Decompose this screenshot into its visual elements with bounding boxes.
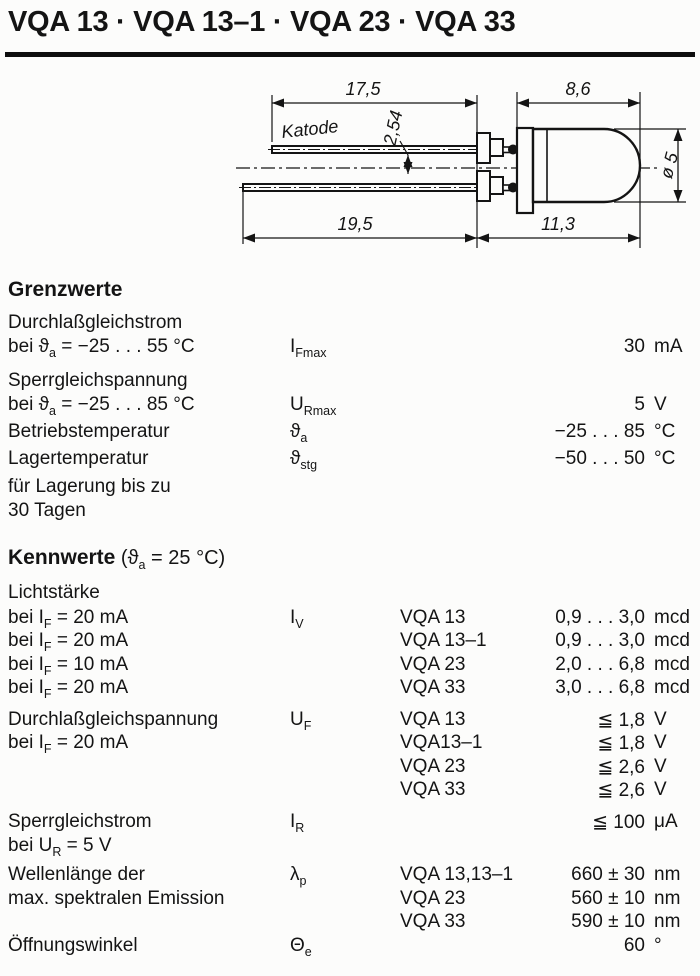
value: 0,9 . . . 3,0 (555, 630, 645, 651)
anode-standoff (477, 171, 490, 201)
symbol: $U_F$ (290, 709, 312, 733)
param-label: bei $I_F = 20$ mA (8, 732, 129, 756)
dim-label-2-54: 2,54 (379, 108, 407, 148)
unit: mcd (654, 607, 690, 628)
table-row (0, 864, 700, 888)
type-label: VQA 13 (400, 709, 466, 730)
symbol: $\Theta_e$ (290, 935, 312, 959)
unit: nm (654, 911, 681, 932)
table-row (0, 336, 700, 360)
type-label: VQA 13 (400, 607, 466, 628)
param-label: bei $I_F = 20$ mA (8, 607, 129, 631)
unit: V (654, 394, 667, 415)
param-label: Lichtstärke (8, 582, 100, 603)
table-row (0, 421, 700, 445)
table-row (0, 756, 700, 780)
title-rule (5, 52, 695, 57)
unit: mA (654, 336, 683, 357)
table-row (0, 888, 700, 912)
symbol: $I_{Fmax}$ (290, 336, 327, 360)
type-label: VQA 13–1 (400, 630, 487, 651)
param-label: bei $U_R = 5$ V (8, 835, 112, 859)
unit: mcd (654, 630, 690, 651)
table-row (0, 835, 700, 859)
type-label: VQA 13,13–1 (400, 864, 514, 885)
param-label: Öffnungswinkel (8, 935, 138, 956)
param-label: Wellenlänge der (8, 864, 145, 885)
table-row (0, 732, 700, 756)
symbol: $\lambda_p$ (290, 864, 307, 888)
section-heading-grenzwerte: Grenzwerte (8, 278, 123, 301)
table-row (0, 935, 700, 959)
symbol: $I_V$ (290, 607, 304, 631)
value: 30 (623, 336, 645, 357)
unit: ° (654, 935, 662, 956)
value: −25 . . . 85 (554, 421, 645, 442)
type-label: VQA 33 (400, 779, 466, 800)
unit: V (654, 732, 667, 753)
dim-label-11-3: 11,3 (541, 214, 575, 234)
dim-label-8-6: 8,6 (565, 79, 591, 99)
value: 660 ± 30 (571, 864, 645, 885)
param-label: bei $I_F = 10$ mA (8, 654, 129, 678)
param-label: 30 Tagen (8, 500, 86, 521)
value: ≦ 1,8 (597, 733, 645, 754)
table-row (0, 370, 700, 394)
anode-standoff-step (490, 177, 503, 194)
symbol: $ϑ_{stg}$ (290, 448, 318, 472)
value: 60 (623, 935, 645, 956)
unit: V (654, 709, 667, 730)
table-row (0, 630, 700, 654)
symbol: $U_{Rmax}$ (290, 394, 337, 418)
value: ≦ 1,8 (597, 710, 645, 731)
section-heading-kennwerte: Kennwerte ($ϑ_a = 25$ °C) (8, 546, 226, 572)
param-label: Durchlaßgleichstrom (8, 312, 183, 333)
param-label: bei $ϑ_a = -25$ . . . 55 °C (8, 336, 195, 360)
unit: nm (654, 864, 681, 885)
unit: mcd (654, 654, 690, 675)
table-row (0, 582, 700, 606)
type-label: VQA 23 (400, 756, 466, 777)
table-row (0, 779, 700, 803)
unit: mcd (654, 677, 690, 698)
dim-label-dia-5: ø 5 (656, 150, 683, 181)
param-label: Lagertemperatur (8, 448, 149, 469)
table-row (0, 312, 700, 336)
unit: V (654, 779, 667, 800)
unit: V (654, 756, 667, 777)
table-row (0, 811, 700, 835)
param-label: Betriebstemperatur (8, 421, 170, 442)
table-row (0, 911, 700, 935)
dim-label-19-5: 19,5 (337, 214, 373, 234)
value: ≦ 2,6 (597, 780, 645, 801)
led-dimension-drawing (228, 78, 700, 266)
table-row (0, 677, 700, 701)
value: 590 ± 10 (571, 911, 645, 932)
type-label: VQA 33 (400, 677, 466, 698)
value: 3,0 . . . 6,8 (555, 677, 645, 698)
table-row (0, 500, 700, 524)
table-row (0, 394, 700, 418)
param-label: Sperrgleichspannung (8, 370, 188, 391)
value: ≦ 100 (592, 812, 645, 833)
page-title: VQA 13 · VQA 13–1 · VQA 23 · VQA 33 (8, 6, 516, 38)
symbol: $I_R$ (290, 811, 305, 835)
led-body (533, 129, 640, 202)
unit: °C (654, 448, 676, 469)
unit: nm (654, 888, 681, 909)
param-label: bei $I_F = 20$ mA (8, 677, 129, 701)
unit: °C (654, 421, 676, 442)
param-label: max. spektralen Emission (8, 888, 225, 909)
cathode-standoff (477, 133, 490, 163)
table-row (0, 607, 700, 631)
led-flange (517, 128, 533, 213)
cathode-standoff-step (490, 139, 503, 156)
value: ≦ 2,6 (597, 757, 645, 778)
symbol: $ϑ_a$ (290, 421, 308, 445)
table-row (0, 448, 700, 472)
type-label: VQA13–1 (400, 732, 483, 753)
unit: μA (654, 811, 678, 832)
type-label: VQA 23 (400, 654, 466, 675)
table-row (0, 709, 700, 733)
value: −50 . . . 50 (554, 448, 645, 469)
value: 560 ± 10 (571, 888, 645, 909)
table-row (0, 654, 700, 678)
value: 0,9 . . . 3,0 (555, 607, 645, 628)
type-label: VQA 23 (400, 888, 466, 909)
param-label: Sperrgleichstrom (8, 811, 152, 832)
type-label: VQA 33 (400, 911, 466, 932)
cathode-lead (272, 146, 502, 153)
param-label: für Lagerung bis zu (8, 476, 171, 497)
value: 5 (634, 394, 645, 415)
dim-label-17-5: 17,5 (345, 79, 381, 99)
cathode-label: Katode (280, 116, 340, 142)
param-label: bei $I_F = 20$ mA (8, 630, 129, 654)
param-label: Durchlaßgleichspannung (8, 709, 219, 730)
param-label: bei $ϑ_a = -25$ . . . 85 °C (8, 394, 195, 418)
table-row (0, 476, 700, 500)
value: 2,0 . . . 6,8 (555, 654, 645, 675)
